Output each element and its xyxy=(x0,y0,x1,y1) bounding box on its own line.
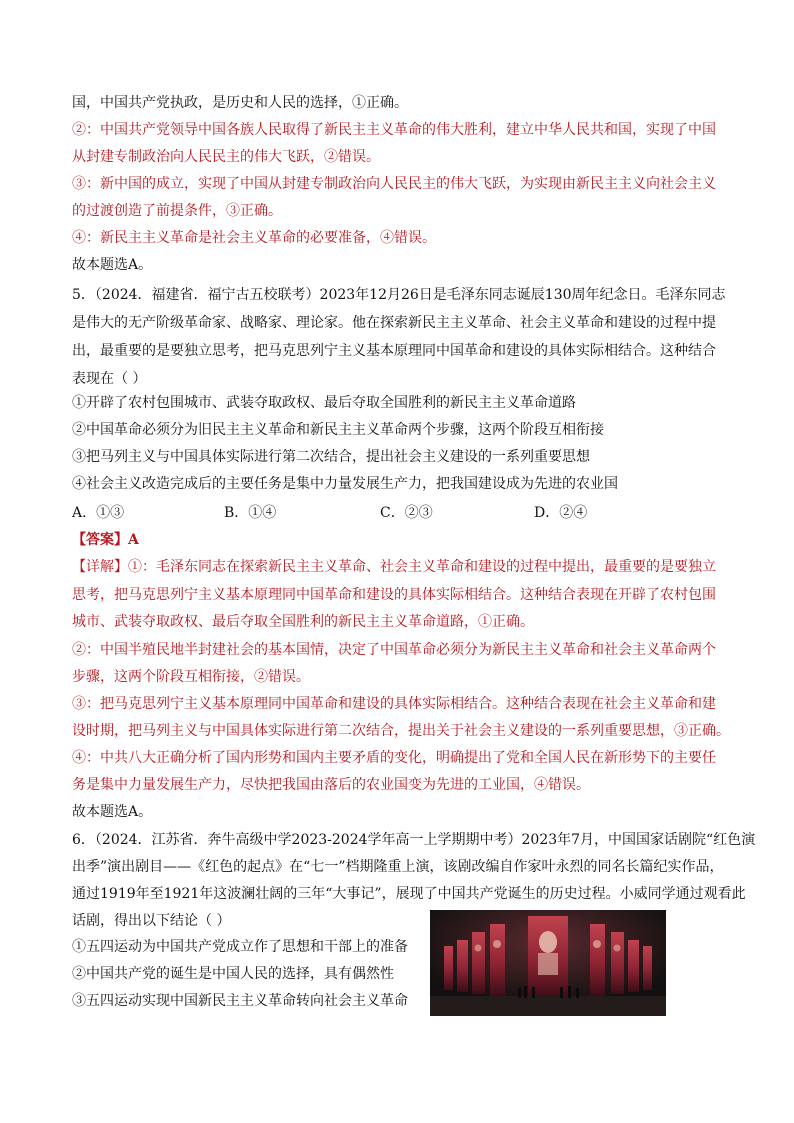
choice-row xyxy=(72,502,632,522)
question-5-option: ④社会主义改造完成后的主要任务是集中力量发展生产力，把我国建设成为先进的农业国 xyxy=(72,476,618,492)
choice-b: B．①④ xyxy=(224,505,277,521)
analysis-line: 的过渡创造了前提条件，③正确。 xyxy=(72,203,282,219)
question-5-stem: 表现在（ ） xyxy=(72,371,147,387)
analysis-line: 国，中国共产党执政，是历史和人民的选择，①正确。 xyxy=(72,95,408,111)
detail-line: 设时期，把马列主义与中国具体实际进行第二次结合，提出关于社会主义建设的一系列重要思想，③正确。 xyxy=(72,723,730,739)
analysis-line: 从封建专制政治向人民民主的伟大飞跃，②错误。 xyxy=(72,149,380,165)
question-6-stem: 6．（2024．江苏省．奔牛高级中学2023-2024学年高一上学期期中考）2023年7月，中国国家话剧院“红色演 xyxy=(72,832,756,848)
detail-line: 城市、武装夺取政权、最后夺取全国胜利的新民主主义革命道路，①正确。 xyxy=(72,614,534,630)
choice-c: C．②③ xyxy=(380,505,433,521)
answer-label: 【答案】A xyxy=(72,532,139,548)
stage-photo xyxy=(430,910,666,1016)
detail-line: ③：把马克思列宁主义基本原理同中国革命和建设的具体实际相结合。这种结合表现在社会主义革命和建 xyxy=(72,696,716,712)
detail-line: 步骤，这两个阶段互相衔接，②错误。 xyxy=(72,669,310,685)
analysis-line: ④：新民主主义革命是社会主义革命的必要准备，④错误。 xyxy=(72,230,436,246)
detail-line: 【详解】①：毛泽东同志在探索新民主主义革命、社会主义革命和建设的过程中提出，最重要的是要独立 xyxy=(72,559,716,575)
choice-a: A．①③ xyxy=(72,505,125,521)
conclusion-line: 故本题选A。 xyxy=(72,804,153,820)
detail-line: 务是集中力量发展生产力，尽快把我国由落后的农业国变为先进的工业国，④错误。 xyxy=(72,777,590,793)
question-5-option: ①开辟了农村包围城市、武装夺取政权、最后夺取全国胜利的新民主主义革命道路 xyxy=(72,395,576,411)
question-6-option: ①五四运动为中国共产党成立作了思想和干部上的准备 xyxy=(72,939,408,955)
analysis-line: ②：中国共产党领导中国各族人民取得了新民主主义革命的伟大胜利，建立中华人民共和国，实现了中国 xyxy=(72,122,716,138)
conclusion-line: 故本题选A。 xyxy=(72,257,153,273)
question-5-stem: 是伟大的无产阶级革命家、战略家、理论家。他在探索新民主主义革命、社会主义革命和建设的过程中提 xyxy=(72,315,716,331)
choice-d: D．②④ xyxy=(534,505,588,521)
question-5-stem: 出，最重要的是要独立思考，把马克思列宁主义基本原理同中国革命和建设的具体实际相结合。这种结合 xyxy=(72,343,716,359)
question-6-stem: 话剧，得出以下结论（ ） xyxy=(72,913,231,929)
question-5-option: ③把马列主义与中国具体实际进行第二次结合，提出社会主义建设的一系列重要思想 xyxy=(72,449,590,465)
question-5-option: ②中国革命必须分为旧民主主义革命和新民主主义革命两个步骤，这两个阶段互相衔接 xyxy=(72,422,604,438)
question-6-option: ②中国共产党的诞生是中国人民的选择，具有偶然性 xyxy=(72,966,394,982)
question-6-option: ③五四运动实现中国新民主主义革命转向社会主义革命 xyxy=(72,993,408,1009)
question-6-stem: 通过1919年至1921年这波澜壮阔的三年“大事记”，展现了中国共产党诞生的历史过程。小威同学通过观看此 xyxy=(72,886,746,902)
stage-photo-illustration xyxy=(430,910,666,1016)
detail-line: ②：中国半殖民地半封建社会的基本国情，决定了中国革命必须分为新民主主义革命和社会主义革命两个 xyxy=(72,642,716,658)
question-6-stem: 出季”演出剧目——《红色的起点》在“七一”档期隆重上演，该剧改编自作家叶永烈的同名长篇纪实作品， xyxy=(72,859,724,875)
analysis-line: ③：新中国的成立，实现了中国从封建专制政治向人民民主的伟大飞跃，为实现由新民主主义向社会主义 xyxy=(72,176,716,192)
detail-line: 思考，把马克思列宁主义基本原理同中国革命和建设的具体实际相结合。这种结合表现在开辟了农村包围 xyxy=(72,587,716,603)
detail-line: ④：中共八大正确分析了国内形势和国内主要矛盾的变化，明确提出了党和全国人民在新形势下的主要任 xyxy=(72,750,716,766)
question-5-stem: 5．（2024．福建省．福宁古五校联考）2023年12月26日是毛泽东同志诞辰130周年纪念日。毛泽东同志 xyxy=(72,287,726,303)
